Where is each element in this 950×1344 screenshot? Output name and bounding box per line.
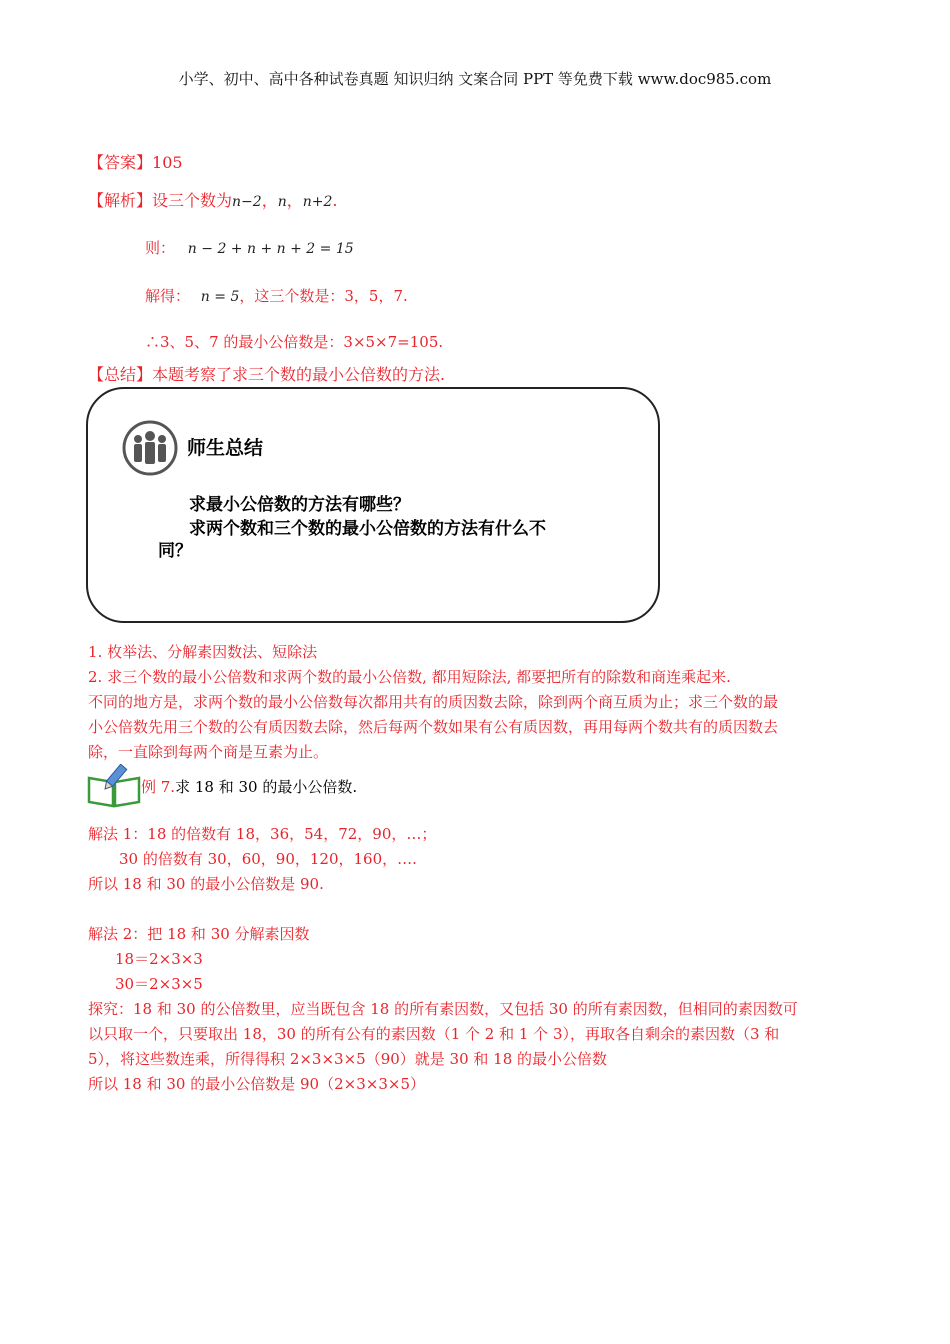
analysis-label: 【解析】 — [88, 191, 153, 210]
answer-value: 105 — [152, 153, 183, 172]
analysis-sep2: ， — [286, 191, 303, 210]
sol2-line-2: 18＝2×3×3 — [115, 950, 203, 968]
var-n-minus-2: n−2 — [232, 194, 262, 210]
summary-line — [88, 362, 445, 385]
sol2-line-1: 解法 2：把 18 和 30 分解素因数 — [88, 925, 310, 943]
page-header: 小学、初中、高中各种试卷真题 知识归纳 文案合同 PPT 等免费下载 www.doc985.com — [178, 70, 772, 88]
solve-label: 解得： — [145, 287, 191, 305]
book-pencil-icon — [86, 764, 142, 812]
sol2-line-7: 所以 18 和 30 的最小公倍数是 90（2×3×3×5） — [88, 1075, 425, 1093]
then-label: 则： — [145, 239, 176, 257]
therefore-line: ∴3、5、7 的最小公倍数是：3×5×7=105. — [145, 333, 444, 351]
analysis-text: 设三个数为 — [152, 191, 233, 210]
teacher-students-icon — [122, 420, 178, 480]
solution-1-block — [88, 822, 868, 897]
box-question-2a: 求两个数和三个数的最小公倍数的方法有什么不 — [189, 519, 546, 539]
sol1-line-2: 30 的倍数有 30，60，90，120，160，…. — [119, 850, 417, 868]
analysis-sep1: ， — [261, 191, 278, 210]
solve-line — [145, 285, 408, 306]
var-n-plus-2: n+2 — [302, 194, 333, 210]
then-equation: n − 2 + n + n + 2 = 15 — [187, 241, 354, 257]
box-question-1: 求最小公倍数的方法有哪些？ — [189, 495, 410, 515]
methods-line-2: 2. 求三个数的最小公倍数和求两个数的最小公倍数, 都用短除法, 都要把所有的除数和商连乘起来. — [88, 668, 731, 686]
methods-line-3: 不同的地方是，求两个数的最小公倍数每次都用共有的质因数去除，除到两个商互质为止；求三个数的最 — [88, 693, 779, 711]
sol2-line-3: 30＝2×3×5 — [115, 975, 203, 993]
analysis-end: . — [332, 191, 338, 210]
solve-text: ，这三个数是：3，5，7. — [239, 287, 408, 305]
analysis-line — [88, 188, 338, 211]
solution-2-block — [88, 922, 868, 1097]
var-n: n — [277, 194, 287, 210]
answer-label: 【答案】 — [88, 153, 153, 172]
answer-line — [88, 150, 183, 173]
sol1-line-1: 解法 1：18 的倍数有 18，36，54，72，90，…； — [88, 825, 437, 843]
example-line — [141, 776, 357, 797]
example-label: 例 7. — [141, 778, 176, 796]
sol2-line-4: 探究：18 和 30 的公倍数里，应当既包含 18 的所有素因数，又包括 30 的所有素因数，但相同的素因数可 — [88, 1000, 798, 1018]
solve-equation: n = 5 — [200, 289, 240, 305]
methods-line-4: 小公倍数先用三个数的公有质因数去除，然后每两个数如果有公有质因数，再用每两个数共有的质因数去 — [88, 718, 779, 736]
box-title: 师生总结 — [187, 437, 264, 459]
methods-line-5: 除，一直除到每两个商是互素为止。 — [88, 743, 329, 761]
summary-text: 本题考察了求三个数的最小公倍数的方法. — [152, 365, 446, 384]
example-text: 求 18 和 30 的最小公倍数. — [175, 778, 358, 796]
sol2-line-6: 5），将这些数连乘，所得得积 2×3×3×5（90）就是 30 和 18 的最小公倍数 — [88, 1050, 608, 1068]
box-question-2b: 同？ — [158, 541, 192, 561]
methods-line-1: 1. 枚举法、分解素因数法、短除法 — [88, 643, 318, 661]
methods-block — [88, 640, 868, 765]
sol2-line-5: 以只取一个，只要取出 18，30 的所有公有的素因数（1 个 2 和 1 个 3），再取各自剩余的素因数（3 和 — [88, 1025, 780, 1043]
summary-label: 【总结】 — [88, 365, 153, 384]
then-line — [145, 237, 354, 258]
sol1-line-3: 所以 18 和 30 的最小公倍数是 90. — [88, 875, 324, 893]
